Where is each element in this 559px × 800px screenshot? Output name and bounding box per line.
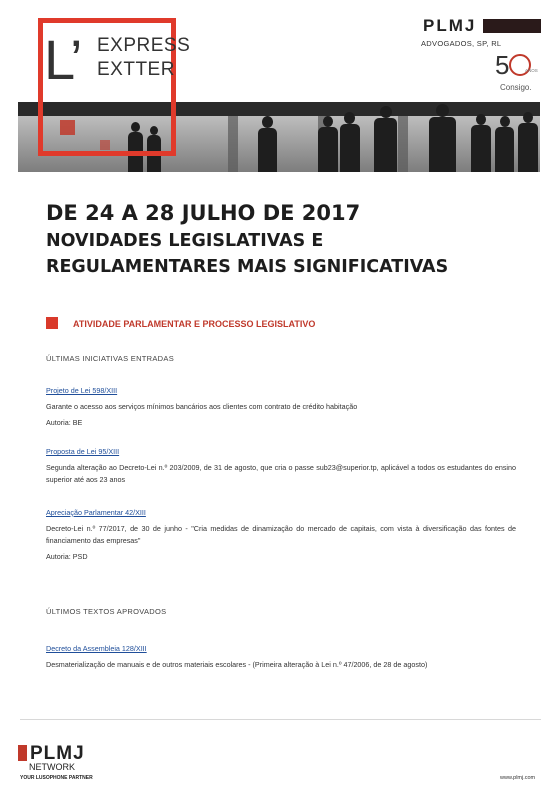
list-item xyxy=(46,643,516,671)
list-item xyxy=(46,446,516,486)
entry-description: Garante o acesso aos serviços mínimos bancários aos clientes com contrato de crédito habitação xyxy=(46,402,358,411)
entry-author: Autoria: BE xyxy=(46,418,83,427)
firm-subtitle: ADVOGADOS, SP, RL xyxy=(421,39,502,48)
entry-author: Autoria: PSD xyxy=(46,552,88,561)
section-bullet-icon xyxy=(46,317,58,329)
subsection-title: ÚLTIMAS INICIATIVAS ENTRADAS xyxy=(46,354,175,363)
list-item xyxy=(46,385,516,429)
section-title: ATIVIDADE PARLAMENTAR E PROCESSO LEGISLATIVO xyxy=(73,319,316,329)
anniversary-label: ANOS xyxy=(525,68,538,73)
title-line3: REGULAMENTARES MAIS SIGNIFICATIVAS xyxy=(46,257,449,277)
decorative-square xyxy=(100,140,110,150)
entry-description: Segunda alteração ao Decreto-Lei n.º 203/2009, de 31 de agosto, que cria o passe sub23@superior.tp, aplicável a todos os estudantes do ensino superior até aos 23 anos xyxy=(46,463,516,484)
footer-partner: YOUR LUSOPHONE PARTNER xyxy=(20,775,93,781)
entry-link[interactable]: Projeto de Lei 598/XIII xyxy=(46,386,118,395)
footer-network: NETWORK xyxy=(29,762,75,772)
entry-link[interactable]: Apreciação Parlamentar 42/XIII xyxy=(46,508,146,517)
title-date: DE 24 A 28 JULHO DE 2017 xyxy=(46,201,361,225)
anniversary-tagline: Consigo. xyxy=(500,83,532,92)
anniversary-number: 5 xyxy=(495,50,509,80)
title-line2: NOVIDADES LEGISLATIVAS E xyxy=(46,231,324,251)
firm-logo: PLMJ xyxy=(423,16,477,35)
list-item xyxy=(46,507,516,563)
footer-url[interactable]: www.plmj.com xyxy=(500,775,536,781)
entry-description: Decreto-Lei n.º 77/2017, de 30 de junho - "Cria medidas de dinamização do mercado de capitais, com vista à diversificação das fontes de financiamento das empresas" xyxy=(46,524,516,545)
newsletter-logo-line2: EXTTER xyxy=(97,59,175,80)
firm-logo-bar xyxy=(483,19,541,33)
footer-logo-square xyxy=(18,745,27,761)
newsletter-logo-mark: L’ xyxy=(44,28,81,91)
footer-logo: PLMJ xyxy=(30,743,85,764)
footer-divider xyxy=(20,719,541,720)
entry-link[interactable]: Proposta de Lei 95/XIII xyxy=(46,447,120,456)
page-title xyxy=(46,198,536,280)
subsection-title: ÚLTIMOS TEXTOS APROVADOS xyxy=(46,607,167,616)
decorative-square xyxy=(60,120,75,135)
anniversary-logo xyxy=(495,50,531,81)
entry-description: Desmaterialização de manuais e de outros materiais escolares - (Primeira alteração à Lei n.º 47/2006, de 28 de agosto) xyxy=(46,660,428,669)
newsletter-logo-line1: EXPRESS xyxy=(97,35,191,56)
entry-link[interactable]: Decreto da Assembleia 128/XIII xyxy=(46,644,147,653)
